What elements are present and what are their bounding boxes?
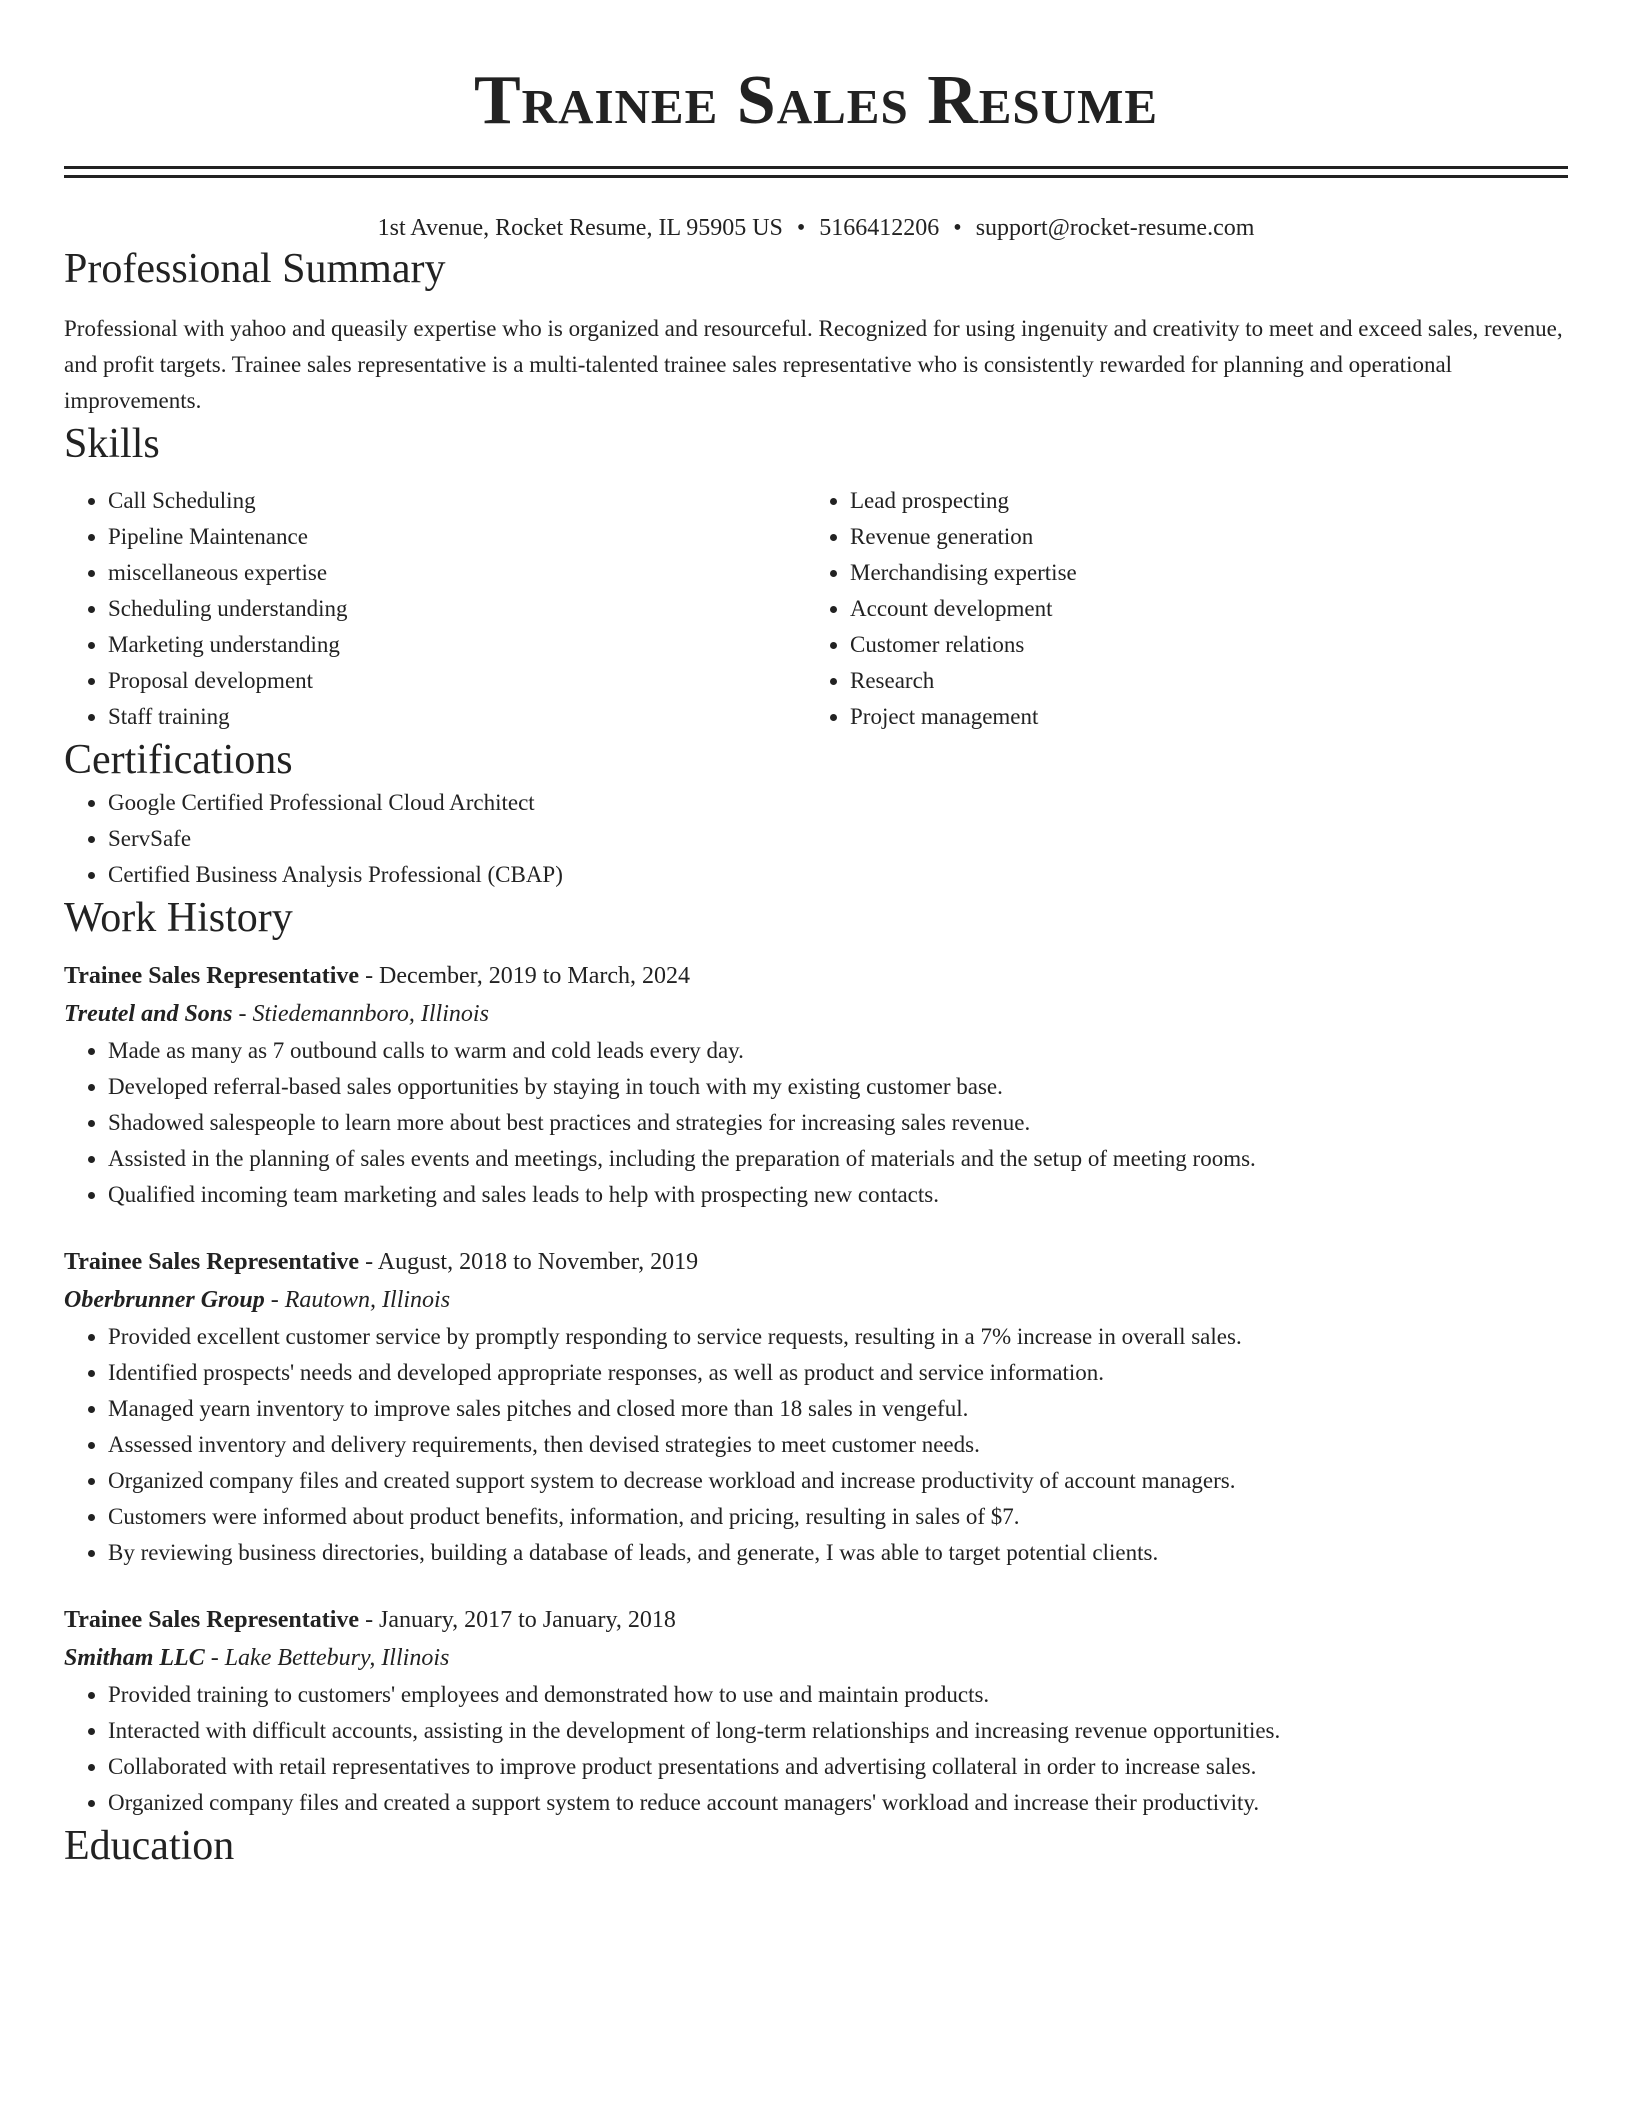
company-line <box>64 995 1568 1033</box>
job-title: Trainee Sales Representative <box>64 963 360 989</box>
contact-address: 1st Avenue, Rocket Resume, IL 95905 US <box>377 215 783 241</box>
job-bullet: • Qualified incoming team marketing and sales leads to help with prospecting new contacts. <box>108 1177 1568 1213</box>
company-name: Oberbrunner Group <box>64 1287 265 1313</box>
contact-line <box>64 212 1568 244</box>
company-location: - Stiedemannboro, Illinois <box>232 1001 489 1027</box>
job-bullet: • By reviewing business directories, building a database of leads, and generate, I was able to target potential clients. <box>108 1535 1568 1571</box>
skill-item: • Pipeline Maintenance <box>108 519 806 555</box>
contact-separator: • <box>796 215 806 241</box>
summary-heading: Professional Summary <box>64 246 446 292</box>
job-bullet: • Organized company files and created a support system to reduce account managers' workload and increase their productivity. <box>108 1785 1568 1821</box>
job-dates: - August, 2018 to November, 2019 <box>359 1249 699 1275</box>
skill-item: • Project management <box>850 699 1548 735</box>
education-heading: Education <box>64 1823 235 1869</box>
job-entry <box>64 1601 1568 1821</box>
job-bullet: • Shadowed salespeople to learn more about best practices and strategies for increasing sales revenue. <box>108 1105 1568 1141</box>
title-rule-top <box>64 166 1568 169</box>
contact-separator: • <box>953 215 962 241</box>
skills-heading: Skills <box>64 421 160 467</box>
skill-item: • Lead prospecting <box>850 483 1548 519</box>
job-dates: - January, 2017 to January, 2018 <box>359 1607 676 1633</box>
company-location: - Rautown, Illinois <box>264 1287 451 1313</box>
title-rule-bottom <box>64 175 1568 178</box>
job-bullets <box>64 1677 1568 1821</box>
resume-title: Trainee Sales Resume <box>473 62 1159 139</box>
skill-item: • Research <box>850 663 1548 699</box>
certifications-list <box>64 785 1568 893</box>
job-bullets <box>64 1033 1568 1213</box>
company-name: Smitham LLC <box>64 1645 205 1671</box>
certification-item: • Certified Business Analysis Professional (CBAP) <box>108 857 1568 893</box>
job-title-line <box>64 1243 1568 1281</box>
job-bullet: • Assisted in the planning of sales events and meetings, including the preparation of materials and the setup of meeting rooms. <box>108 1141 1568 1177</box>
job-title: Trainee Sales Representative <box>64 1607 360 1633</box>
certifications-heading: Certifications <box>64 737 293 783</box>
job-title: Trainee Sales Representative <box>64 1249 360 1275</box>
job-title-line <box>64 1601 1568 1639</box>
job-bullet: • Assessed inventory and delivery requirements, then devised strategies to meet customer needs. <box>108 1427 1568 1463</box>
job-entry <box>64 957 1568 1213</box>
job-dates: - December, 2019 to March, 2024 <box>359 963 690 989</box>
company-location: - Lake Bettebury, Illinois <box>204 1645 450 1671</box>
skills-column-right <box>806 483 1548 735</box>
job-title-line <box>64 957 1568 995</box>
job-bullet: • Customers were informed about product benefits, information, and pricing, resulting in sales of $7. <box>108 1499 1568 1535</box>
company-line <box>64 1639 1568 1677</box>
job-bullet: • Organized company files and created support system to decrease workload and increase productivity of account managers. <box>108 1463 1568 1499</box>
summary-text: Professional with yahoo and queasily expertise who is organized and resourceful. Recognized for using ingenuity and creativity to meet and exceed sales, revenue, and profit targets. Trainee sales representative is a multi-talented trainee sales representative who is consistently rewarded for planning and operational improvements. <box>64 316 1563 413</box>
job-bullets <box>64 1319 1568 1571</box>
skill-item: • miscellaneous expertise <box>108 555 806 591</box>
job-bullet: • Provided excellent customer service by promptly responding to service requests, resulting in a 7% increase in overall sales. <box>108 1319 1568 1355</box>
job-entry <box>64 1243 1568 1571</box>
skill-item: • Proposal development <box>108 663 806 699</box>
company-name: Treutel and Sons <box>64 1001 233 1027</box>
skills-list-right <box>806 483 1548 735</box>
company-line <box>64 1281 1568 1319</box>
skills-list-left <box>64 483 806 735</box>
skill-item: • Scheduling understanding <box>108 591 806 627</box>
job-bullet: • Managed yearn inventory to improve sales pitches and closed more than 18 sales in vengeful. <box>108 1391 1568 1427</box>
skill-item: • Marketing understanding <box>108 627 806 663</box>
job-bullet: • Provided training to customers' employees and demonstrated how to use and maintain products. <box>108 1677 1568 1713</box>
job-bullet: • Identified prospects' needs and developed appropriate responses, as well as product and service information. <box>108 1355 1568 1391</box>
skills-grid <box>64 483 1568 735</box>
work-history-heading: Work History <box>64 895 293 941</box>
job-bullet: • Made as many as 7 outbound calls to warm and cold leads every day. <box>108 1033 1568 1069</box>
certification-item: • ServSafe <box>108 821 1568 857</box>
skills-column-left <box>64 483 806 735</box>
skill-item: • Call Scheduling <box>108 483 806 519</box>
contact-email[interactable]: support@rocket-resume.com <box>975 215 1255 241</box>
skill-item: • Merchandising expertise <box>850 555 1548 591</box>
job-bullet: • Interacted with difficult accounts, assisting in the development of long-term relationships and increasing revenue opportunities. <box>108 1713 1568 1749</box>
job-bullet: • Developed referral-based sales opportunities by staying in touch with my existing customer base. <box>108 1069 1568 1105</box>
skill-item: • Account development <box>850 591 1548 627</box>
skill-item: • Revenue generation <box>850 519 1548 555</box>
job-bullet: • Collaborated with retail representatives to improve product presentations and advertising collateral in order to increase sales. <box>108 1749 1568 1785</box>
contact-phone: 5166412206 <box>819 215 940 241</box>
skill-item: • Customer relations <box>850 627 1548 663</box>
certification-item: • Google Certified Professional Cloud Architect <box>108 785 1568 821</box>
skill-item: • Staff training <box>108 699 806 735</box>
